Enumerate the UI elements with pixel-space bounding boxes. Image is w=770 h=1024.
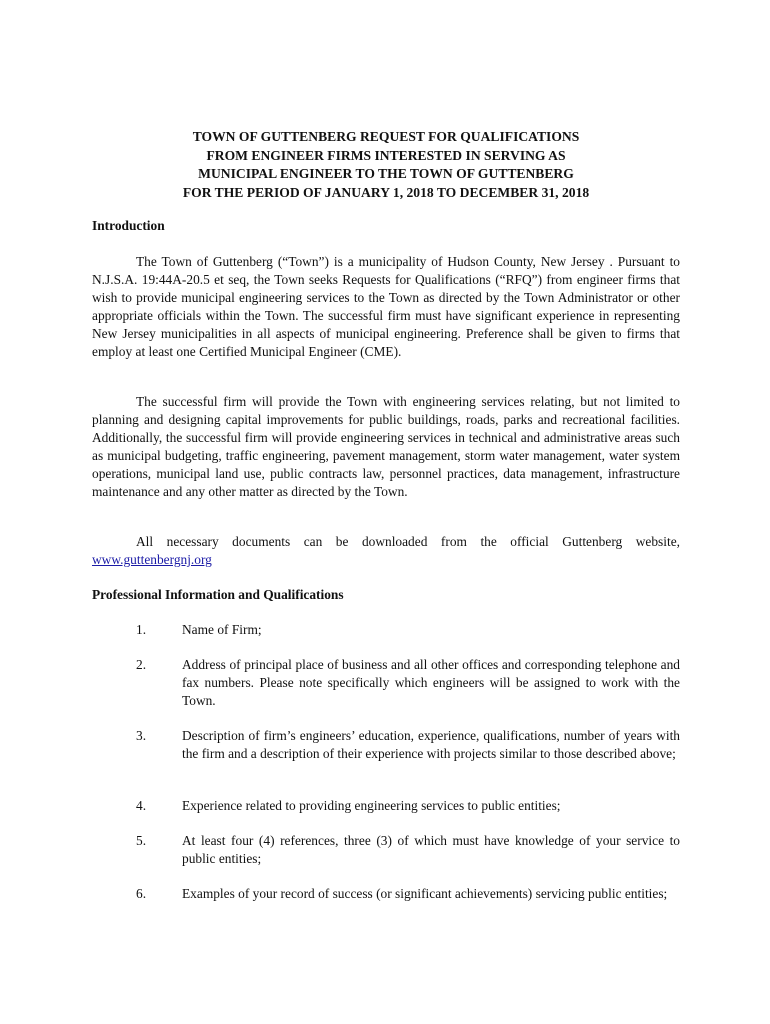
paragraph-3-text: All necessary documents can be downloaded from the official Guttenberg website, <box>136 534 680 549</box>
list-text: Experience related to providing engineering services to public entities; <box>182 798 561 813</box>
list-number: 4. <box>136 798 147 813</box>
paragraph-text: The Town of Guttenberg (“Town”) is a municipality of Hudson County, New Jersey . Pursuant to N.J.S.A. 19:44A-20.5 et seq, the Town seeks Requests for Qualifications (“RFQ”) from engineer firms that wish to provide municipal engineering services to the Town as directed by the Town Administrator or other appropriate officials within the Town. The successful firm must have significant experience in representing New Jersey municipalities in all aspects of municipal engineering. Preference shall be given to firms that employ at least one Certified Municipal Engineer (CME). <box>92 254 680 359</box>
list-number: 1. <box>136 622 147 637</box>
title-line-4: FOR THE PERIOD OF JANUARY 1, 2018 TO DECEMBER 31, 2018 <box>182 184 590 200</box>
list-number: 2. <box>136 657 147 672</box>
paragraph-text <box>92 533 680 569</box>
list-number: 3. <box>136 728 147 743</box>
introduction-paragraph-2 <box>92 393 680 501</box>
website-link[interactable]: www.guttenbergnj.org <box>92 552 212 567</box>
title-line-1: TOWN OF GUTTENBERG REQUEST FOR QUALIFICATIONS <box>192 129 580 144</box>
list-text: At least four (4) references, three (3) of which must have knowledge of your service to public entities; <box>182 833 680 866</box>
document-title <box>92 128 680 202</box>
list-number: 6. <box>136 886 147 901</box>
list-text: Name of Firm; <box>182 622 262 637</box>
introduction-paragraph-1 <box>92 253 680 361</box>
introduction-paragraph-3 <box>92 533 680 569</box>
paragraph-text: The successful firm will provide the Town with engineering services relating, but not limited to planning and designing capital improvements for public buildings, roads, parks and recreational facilities. Additionally, the successful firm will provide engineering services in technical and administrative areas such as municipal budgeting, traffic engineering, pavement management, storm water management, water system operations, municipal land use, public contracts law, personnel practices, data management, infrastructure maintenance and any other matter as directed by the Town. <box>92 394 680 499</box>
list-text: Address of principal place of business and all other offices and corresponding telephone and fax numbers. Please note specifically which engineers will be assigned to work with the Town. <box>182 657 680 708</box>
title-line-3: MUNICIPAL ENGINEER TO THE TOWN OF GUTTENBERG <box>198 166 574 181</box>
introduction-heading: Introduction <box>92 218 165 233</box>
list-text: Examples of your record of success (or significant achievements) servicing public entities; <box>182 886 668 901</box>
list-number: 5. <box>136 833 147 848</box>
title-line-2: FROM ENGINEER FIRMS INTERESTED IN SERVING AS <box>206 147 566 163</box>
qualifications-heading: Professional Information and Qualifications <box>92 587 344 602</box>
list-text: Description of firm’s engineers’ education, experience, qualifications, number of years with the firm and a description of their experience with projects similar to those described above; <box>182 728 680 761</box>
